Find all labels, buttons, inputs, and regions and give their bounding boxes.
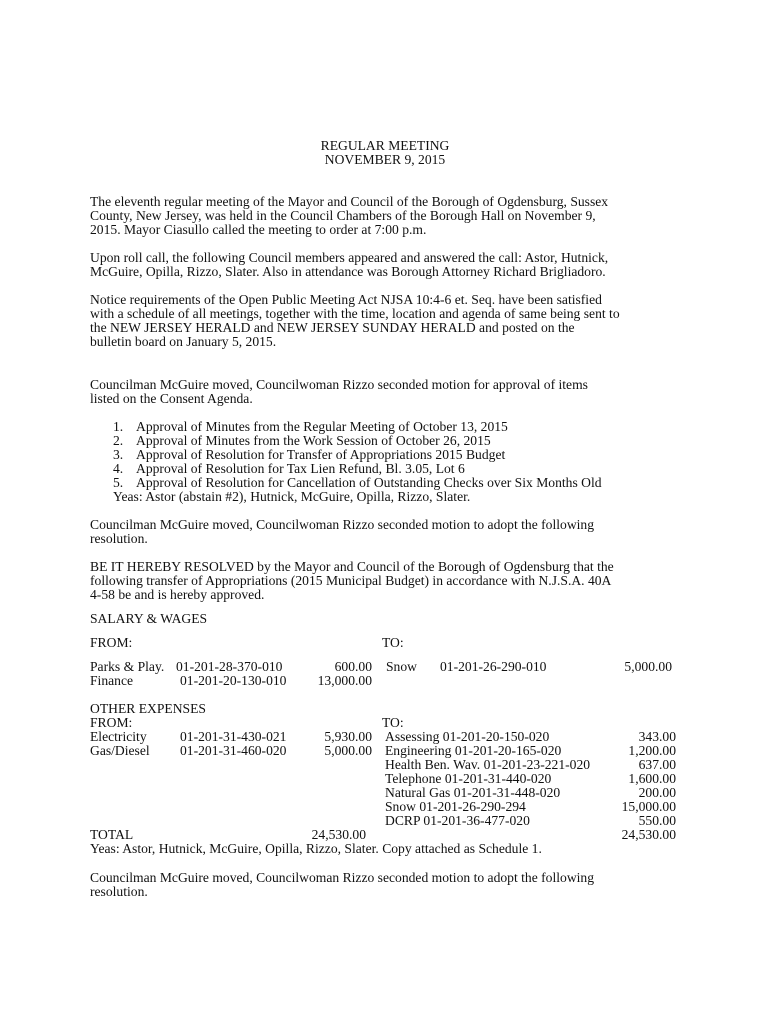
paragraph-line: resolution. (90, 531, 148, 546)
transfer-to-amount: 1,200.00 (628, 743, 676, 758)
transfer-to-amount: 343.00 (638, 729, 676, 744)
transfer-from-account: 01-201-28-370-010 (176, 659, 283, 674)
transfer-to-amount: 1,600.00 (628, 771, 676, 786)
transfer-from-amount: 13,000.00 (317, 673, 372, 688)
paragraph-line: Councilman McGuire moved, Councilwoman Rizzo seconded motion to adopt the following (90, 870, 595, 885)
transfer-to-amount: 200.00 (638, 785, 676, 800)
transfer-to-amount: 550.00 (638, 813, 676, 828)
paragraph-line: Upon roll call, the following Council members appeared and answered the call: Astor, Hutnick, (90, 250, 609, 265)
document-title: REGULAR MEETING (320, 138, 450, 153)
to-label: TO: (382, 715, 404, 730)
meeting-date: NOVEMBER 9, 2015 (324, 152, 446, 167)
transfer-to-account: 01-201-26-290-010 (440, 659, 547, 674)
transfer-to-account: Telephone 01-201-31-440-020 (385, 771, 552, 786)
transfer-from-account: 01-201-20-130-010 (180, 673, 287, 688)
paragraph-line: 2015. Mayor Ciasullo called the meeting to order at 7:00 p.m. (90, 222, 427, 237)
transfer-from-name: Parks & Play. (90, 659, 165, 674)
paragraph-line: with a schedule of all meetings, together with the time, location and agenda of same being sent to (90, 306, 620, 321)
transfer-from-name: Gas/Diesel (90, 743, 150, 758)
list-item-number: 4. (113, 461, 124, 476)
list-item: Approval of Resolution for Transfer of Appropriations 2015 Budget (136, 447, 506, 462)
transfer-to-amount: 15,000.00 (621, 799, 676, 814)
list-item: Approval of Minutes from the Regular Meeting of October 13, 2015 (136, 419, 508, 434)
list-item-number: 2. (113, 433, 124, 448)
transfer-to-account: Health Ben. Wav. 01-201-23-221-020 (385, 757, 591, 772)
paragraph-line: County, New Jersey, was held in the Council Chambers of the Borough Hall on November 9, (90, 208, 596, 223)
transfer-to-amount: 637.00 (638, 757, 676, 772)
transfer-to-account: Natural Gas 01-201-31-448-020 (385, 785, 561, 800)
paragraph-line: Councilman McGuire moved, Councilwoman Rizzo seconded motion for approval of items (90, 377, 588, 392)
paragraph-line: Councilman McGuire moved, Councilwoman Rizzo seconded motion to adopt the following (90, 517, 595, 532)
total-from-amount: 24,530.00 (311, 827, 366, 842)
transfer-from-name: Finance (90, 673, 134, 688)
paragraph-line: McGuire, Opilla, Rizzo, Slater. Also in attendance was Borough Attorney Richard Brigliadoro. (90, 264, 606, 279)
list-item: Approval of Minutes from the Work Session of October 26, 2015 (136, 433, 491, 448)
transfer-to-account: Assessing 01-201-20-150-020 (385, 729, 550, 744)
paragraph-line: following transfer of Appropriations (2015 Municipal Budget) in accordance with N.J.S.A. 40A (90, 573, 612, 588)
paragraph-line: Notice requirements of the Open Public Meeting Act NJSA 10:4-6 et. Seq. have been satisfied (90, 292, 602, 307)
transfer-to-amount: 5,000.00 (624, 659, 672, 674)
transfer-to-account: DCRP 01-201-36-477-020 (385, 813, 530, 828)
transfer-to-name: Snow (386, 659, 417, 674)
transfer-from-amount: 5,930.00 (324, 729, 372, 744)
paragraph-line: resolution. (90, 884, 148, 899)
to-label: TO: (382, 635, 404, 650)
list-item-number: 1. (113, 419, 124, 434)
transfer-from-account: 01-201-31-430-021 (180, 729, 287, 744)
paragraph-line: listed on the Consent Agenda. (90, 391, 253, 406)
transfer-from-name: Electricity (90, 729, 147, 744)
section-heading: SALARY & WAGES (90, 611, 208, 626)
list-item-number: 5. (113, 475, 124, 490)
transfer-to-account: Snow 01-201-26-290-294 (385, 799, 526, 814)
paragraph-line: The eleventh regular meeting of the Mayor and Council of the Borough of Ogdensburg, Sussex (90, 194, 609, 209)
list-item: Approval of Resolution for Tax Lien Refund, Bl. 3.05, Lot 6 (136, 461, 465, 476)
paragraph-line: BE IT HEREBY RESOLVED by the Mayor and Council of the Borough of Ogdensburg that the (90, 559, 614, 574)
from-label: FROM: (90, 715, 133, 730)
paragraph-line: 4-58 be and is hereby approved. (90, 587, 265, 602)
transfer-from-account: 01-201-31-460-020 (180, 743, 287, 758)
section-heading: OTHER EXPENSES (90, 701, 206, 716)
consent-vote: Yeas: Astor (abstain #2), Hutnick, McGuire, Opilla, Rizzo, Slater. (113, 489, 471, 504)
list-item: Approval of Resolution for Cancellation of Outstanding Checks over Six Months Old (136, 475, 602, 490)
transfer-from-amount: 600.00 (334, 659, 372, 674)
total-label: TOTAL (90, 827, 134, 842)
transfer-from-amount: 5,000.00 (324, 743, 372, 758)
paragraph-line: bulletin board on January 5, 2015. (90, 334, 277, 349)
list-item-number: 3. (113, 447, 124, 462)
from-label: FROM: (90, 635, 133, 650)
transfer-to-account: Engineering 01-201-20-165-020 (385, 743, 562, 758)
paragraph-line: the NEW JERSEY HERALD and NEW JERSEY SUNDAY HERALD and posted on the (90, 320, 575, 335)
total-to-amount: 24,530.00 (621, 827, 676, 842)
transfer-vote: Yeas: Astor, Hutnick, McGuire, Opilla, Rizzo, Slater. Copy attached as Schedule 1. (90, 841, 542, 856)
